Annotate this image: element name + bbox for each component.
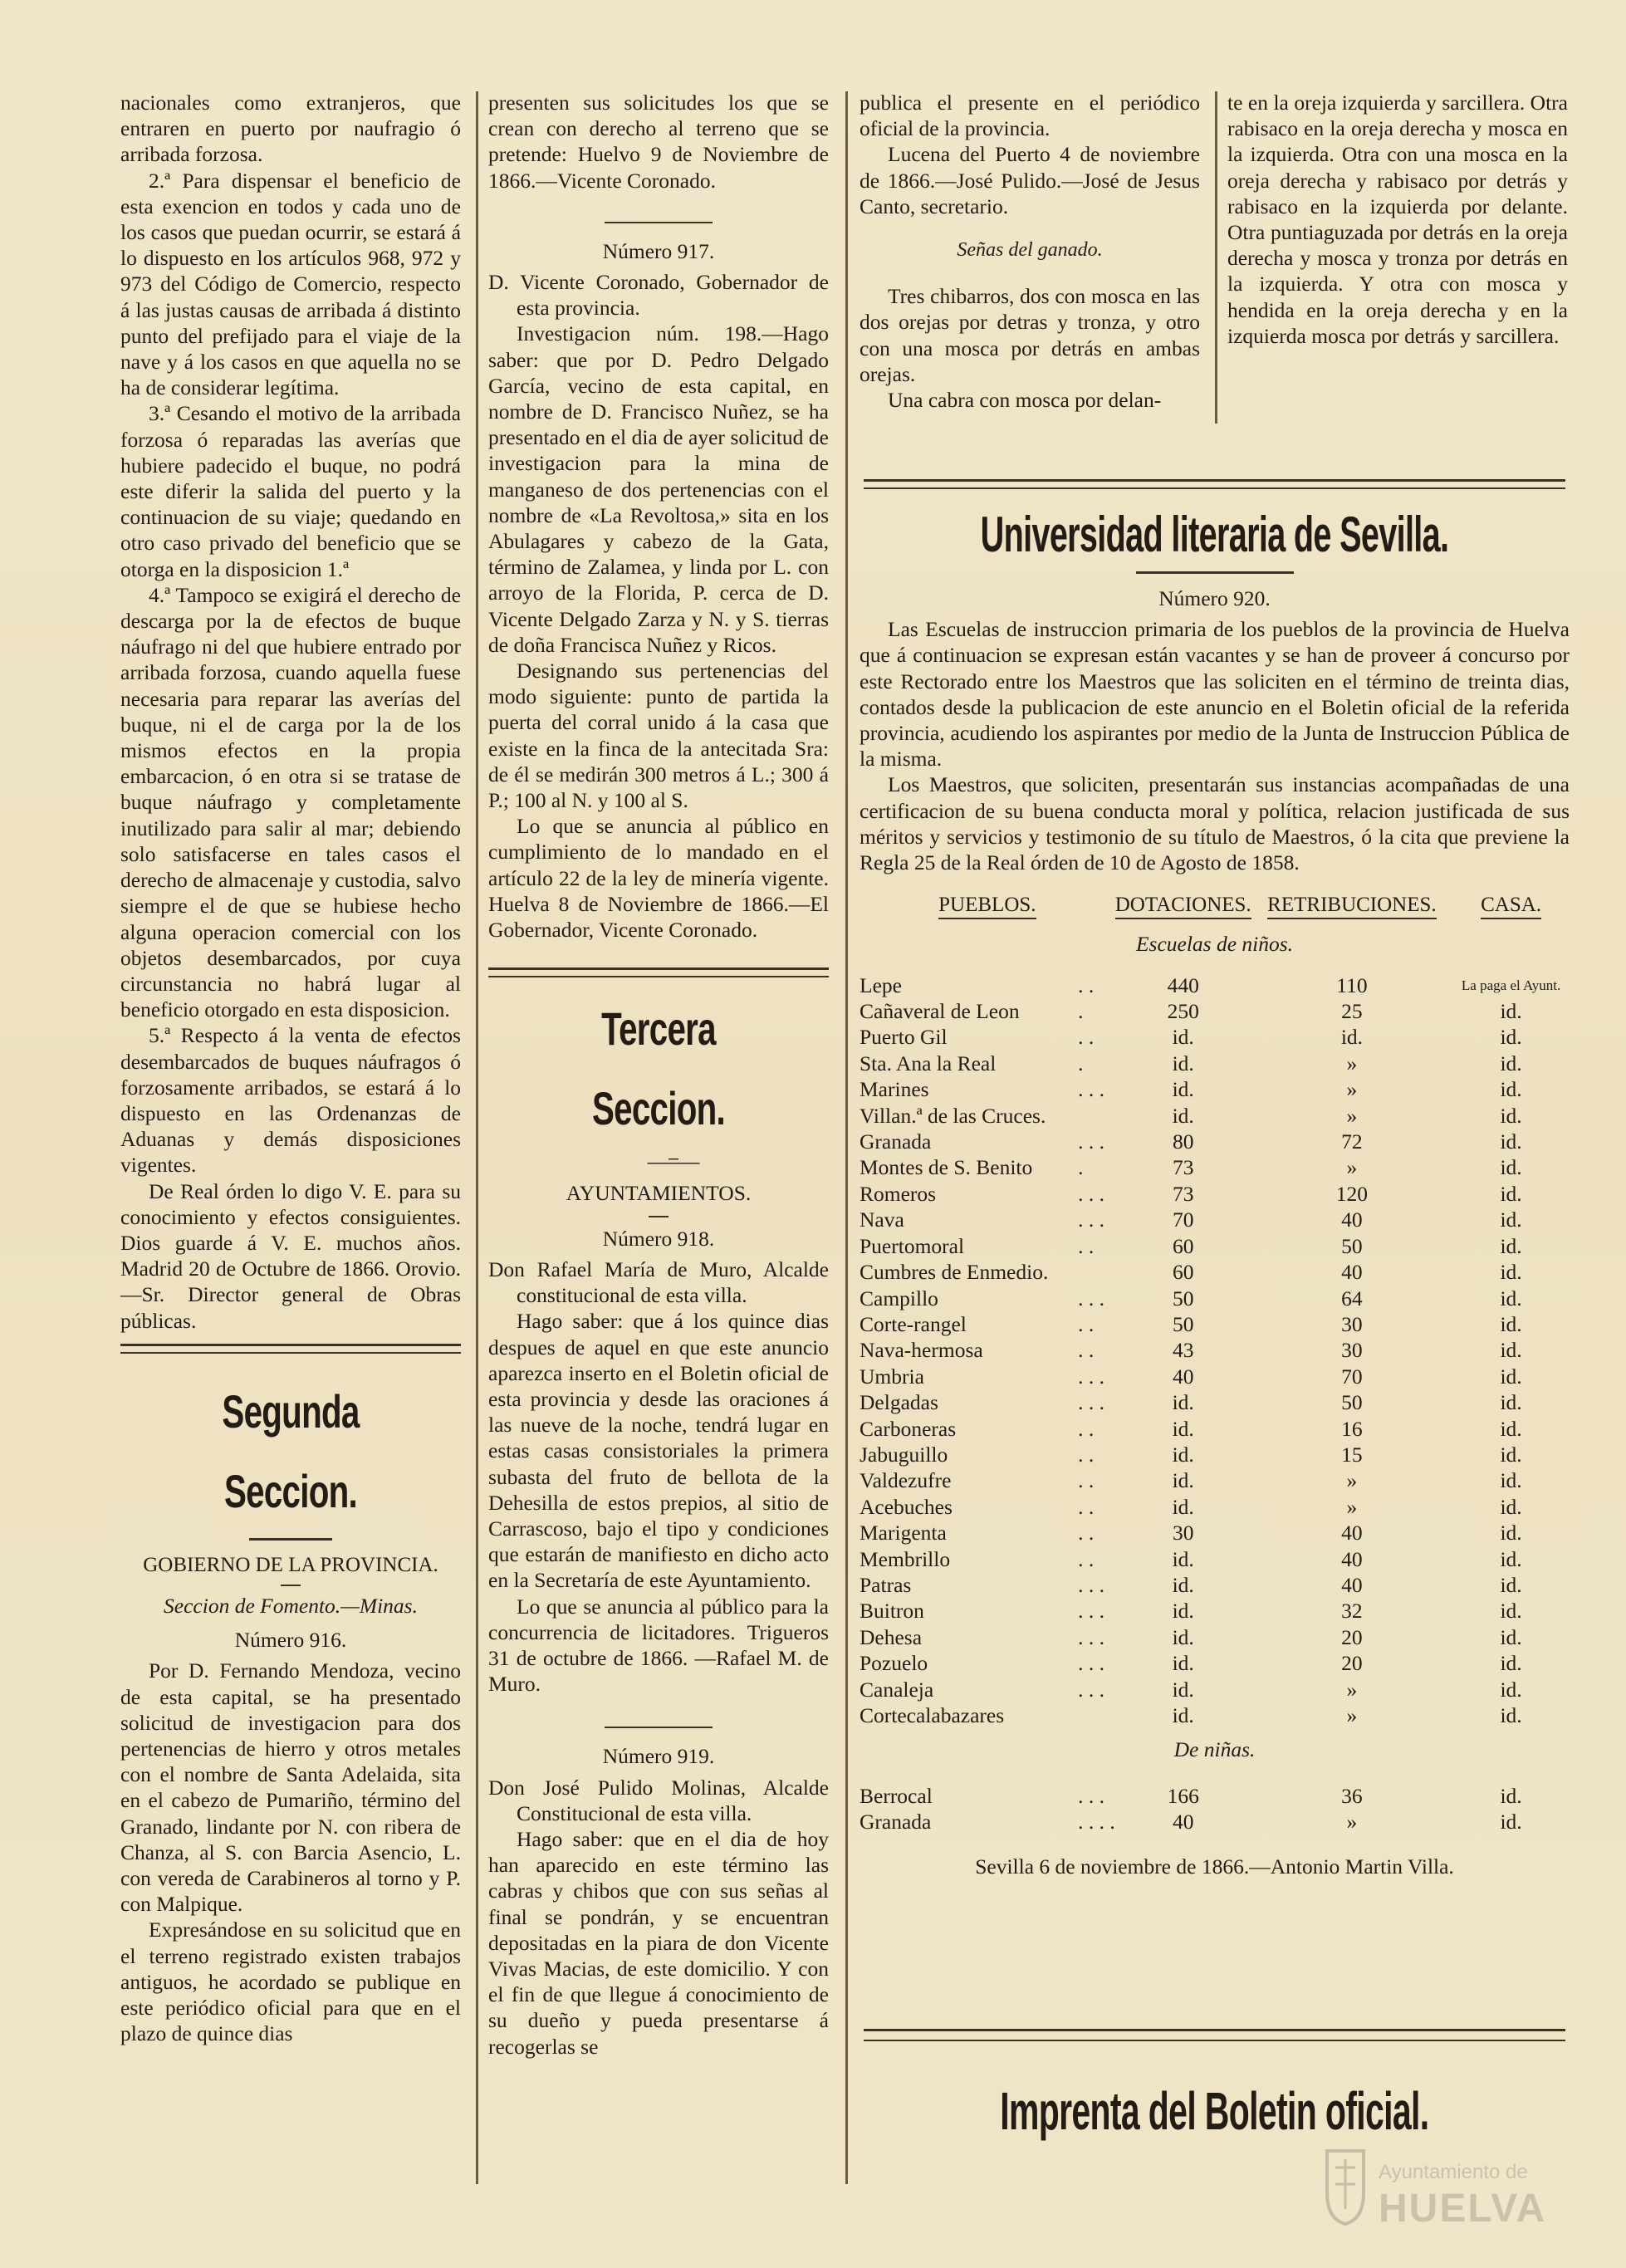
- town-cell: Dehesa: [860, 1624, 923, 1649]
- retribucion-cell: 40: [1341, 1572, 1363, 1597]
- casa-cell: id.: [1500, 1077, 1522, 1102]
- table-group-label: Escuelas de niños.: [1135, 932, 1294, 957]
- section-rule: [864, 479, 1565, 489]
- retribucion-cell: 110: [1336, 972, 1368, 997]
- dotacion-cell: 60: [1172, 1260, 1194, 1285]
- casa-cell: id.: [1500, 1651, 1522, 1676]
- leader-dots: . . .: [1078, 1783, 1104, 1808]
- leader-dots: . . .: [1078, 1390, 1104, 1415]
- paragraph: Don José Pulido Molinas, Alcalde Constitucional de esta villa.: [488, 1775, 829, 1825]
- dotacion-cell: 43: [1172, 1338, 1194, 1363]
- section-rule: [864, 2029, 1565, 2041]
- casa-cell: id.: [1500, 1810, 1522, 1834]
- table-row: [860, 1598, 1570, 1624]
- casa-cell: La paga el Ayunt.: [1461, 977, 1561, 993]
- table-row: [860, 972, 1570, 998]
- dotacion-cell: id.: [1172, 1703, 1194, 1728]
- town-cell: Membrillo: [860, 1546, 951, 1571]
- retribucion-cell: »: [1346, 1468, 1358, 1493]
- column-3: [860, 90, 1200, 413]
- table-row: [860, 1024, 1570, 1050]
- notice-number: Número 918.: [602, 1226, 715, 1251]
- retribucion-cell: 20: [1341, 1651, 1363, 1676]
- retribucion-cell: 30: [1341, 1338, 1363, 1363]
- casa-cell: id.: [1500, 1442, 1522, 1467]
- town-cell: Umbria: [860, 1364, 924, 1389]
- column-4: [1227, 90, 1568, 349]
- coat-of-arms-icon: [1320, 2143, 1370, 2226]
- town-cell: Pozuelo: [860, 1651, 928, 1676]
- paragraph: Tres chibarros, dos con mosca en las dos orejas por detras y tronza, y otro con una mosca por detrás en ambas orejas.: [860, 284, 1200, 386]
- leader-dots: . .: [1078, 1311, 1095, 1336]
- town-cell: Cumbres de Enmedio.: [860, 1260, 1049, 1285]
- watermark-text: HUELVA: [1379, 2187, 1547, 2231]
- dotacion-cell: 166: [1167, 1783, 1199, 1808]
- table-row: [860, 1181, 1570, 1207]
- retribucion-cell: 40: [1341, 1546, 1363, 1571]
- retribucion-cell: »: [1346, 1077, 1358, 1102]
- town-cell: Patras: [860, 1572, 912, 1597]
- leader-dots: . . .: [1078, 1572, 1104, 1597]
- table-row: [860, 1442, 1570, 1467]
- retribucion-cell: 20: [1341, 1624, 1363, 1649]
- table-row: [860, 1154, 1570, 1180]
- casa-cell: id.: [1500, 1494, 1522, 1519]
- column-rule: [476, 91, 478, 2184]
- town-cell: Acebuches: [860, 1494, 953, 1519]
- retribucion-cell: »: [1346, 1155, 1358, 1180]
- leader-dots: . .: [1078, 1233, 1095, 1258]
- retribucion-cell: id.: [1340, 1025, 1364, 1050]
- town-cell: Villan.ª de las Cruces.: [860, 1103, 1046, 1128]
- paragraph: nacionales como extranjeros, que entraren en puerto por naufragio ó arribada forzosa.: [120, 91, 461, 167]
- table-row: [860, 1546, 1570, 1572]
- dotacion-cell: 40: [1172, 1364, 1194, 1389]
- town-cell: Berrocal: [860, 1783, 933, 1808]
- paragraph: Lo que se anuncia al público en cumplimiento de lo mandado en el artículo 22 de la ley de minería vigente. Huelva 8 de Noviembre de 1866.—El Gobernador, Vicente Coronado.: [488, 814, 829, 943]
- table-row: [860, 1389, 1570, 1415]
- town-cell: Romeros: [860, 1181, 937, 1206]
- casa-cell: id.: [1500, 1025, 1522, 1050]
- retribucion-cell: 15: [1341, 1442, 1363, 1467]
- leader-dots: . . .: [1078, 1286, 1104, 1310]
- town-cell: Jabuguillo: [860, 1442, 948, 1467]
- retribucion-cell: »: [1346, 1494, 1358, 1519]
- retribucion-cell: 16: [1341, 1416, 1363, 1441]
- printer-imprint: Imprenta del Boletin oficial.: [1000, 2081, 1429, 2141]
- section-heading: Segunda Seccion.: [222, 1384, 360, 1517]
- leader-dots: .: [1078, 1051, 1084, 1075]
- table-row: [860, 1051, 1570, 1076]
- casa-cell: id.: [1500, 1624, 1522, 1649]
- leader-dots: [1078, 1103, 1115, 1129]
- dotacion-cell: id.: [1172, 1025, 1194, 1050]
- dotacion-cell: 440: [1167, 972, 1199, 997]
- casa-cell: id.: [1500, 1260, 1522, 1285]
- paragraph: Expresándose en su solicitud que en el terreno registrado existen trabajos antiguos, he acordado se publique en este periódico oficial para que en el plazo de quince dias: [120, 1918, 461, 2046]
- leader-dots: . . .: [1078, 1181, 1104, 1206]
- town-cell: Marigenta: [860, 1521, 947, 1545]
- leader-dots: . .: [1078, 1338, 1095, 1363]
- leader-dots: . .: [1078, 1416, 1095, 1441]
- dotacion-cell: id.: [1172, 1442, 1194, 1467]
- paragraph: 3.ª Cesando el motivo de la arribada forzosa ó reparadas las averías que hubiere padecido el buque, no podrá este diferir la salida del puerto y la continuacion de su viaje; quedando en otro caso privado del beneficio que se otorga en la disposicion 1.ª: [120, 401, 461, 581]
- subsection-heading: Señas del ganado.: [957, 239, 1103, 262]
- dotacion-cell: id.: [1172, 1599, 1194, 1624]
- dotacion-cell: id.: [1172, 1051, 1194, 1075]
- leader-dots: [1078, 1702, 1115, 1728]
- dotacion-cell: id.: [1172, 1416, 1194, 1441]
- town-cell: Campillo: [860, 1286, 938, 1310]
- divider: [1136, 571, 1294, 574]
- retribucion-cell: 50: [1341, 1390, 1363, 1415]
- leader-dots: . .: [1078, 1521, 1095, 1545]
- column-header: DOTACIONES.: [1115, 892, 1251, 919]
- retribucion-cell: »: [1346, 1051, 1358, 1075]
- column-header: RETRIBUCIONES.: [1251, 892, 1452, 919]
- table-row: [860, 1259, 1570, 1285]
- casa-cell: id.: [1500, 999, 1522, 1024]
- casa-cell: id.: [1500, 1051, 1522, 1075]
- leader-dots: .: [1078, 1155, 1084, 1180]
- leader-dots: . . .: [1078, 1651, 1104, 1676]
- leader-dots: . . .: [1078, 1364, 1104, 1389]
- dotacion-cell: 60: [1172, 1233, 1194, 1258]
- paragraph: publica el presente en el periódico oficial de la provincia.: [860, 91, 1200, 141]
- casa-cell: id.: [1500, 1677, 1522, 1702]
- casa-cell: id.: [1500, 1103, 1522, 1128]
- notice-number: Número 917.: [602, 238, 715, 263]
- town-cell: Delgadas: [860, 1390, 938, 1415]
- dotacion-cell: id.: [1172, 1572, 1194, 1597]
- town-cell: Puerto Gil: [860, 1025, 948, 1050]
- casa-cell: id.: [1500, 1286, 1522, 1310]
- dotacion-cell: id.: [1172, 1103, 1194, 1128]
- paragraph: 4.ª Tampoco se exigirá el derecho de descarga por la de efectos de buque náufrago ni del que hubiere entrado por arribada forzosa, cuando aquella fuese necesaria para reparar las averías del buque, ni el de carga por la de los mismos efectos en la propia embarcacion, ó en otra si se tratase de buque náufrago y completamente inutilizado para salir al mar; debiendo solo satisfacerse en tales casos el derecho de almacenaje y custodia, salvo siempre el de que se hubiese hecho alguna operacion comercial con los objetos desembarcados, por cuya circunstancia no habrá lugar al beneficio otorgado en esta disposicion.: [120, 582, 461, 1022]
- dotacion-cell: id.: [1172, 1494, 1194, 1519]
- casa-cell: id.: [1500, 1468, 1522, 1493]
- dotacion-cell: 30: [1172, 1521, 1194, 1545]
- dotacion-cell: 250: [1167, 999, 1199, 1024]
- table-row: [860, 1233, 1570, 1259]
- retribucion-cell: 36: [1341, 1783, 1363, 1808]
- table-row: [860, 1103, 1570, 1129]
- casa-cell: id.: [1500, 1416, 1522, 1441]
- table-row: [860, 1809, 1570, 1834]
- casa-cell: id.: [1500, 1311, 1522, 1336]
- paragraph: Lo que se anuncia al público para la concurrencia de licitadores. Trigueros 31 de octubre de 1866. —Rafael M. de Muro.: [488, 1594, 829, 1697]
- casa-cell: id.: [1500, 1129, 1522, 1154]
- subsection-heading: GOBIERNO DE LA PROVINCIA.: [143, 1553, 438, 1576]
- paragraph: Las Escuelas de instruccion primaria de los pueblos de la provincia de Huelva que á continuacion se expresan están vacantes y se han de proveer á concurso por este Rectorado entre los Maestros que las soliciten en el término de treinta dias, contados desde la publicacion de este anuncio en el Boletin oficial de la referida provincia, acudiendo los aspirantes por medio de la Junta de Instruccion Pública de la misma.: [860, 617, 1570, 772]
- column-1: [120, 90, 461, 2046]
- town-cell: Granada: [860, 1129, 932, 1154]
- town-cell: Nava-hermosa: [860, 1338, 983, 1363]
- dotacion-cell: id.: [1172, 1677, 1194, 1702]
- dotacion-cell: 73: [1172, 1155, 1194, 1180]
- table-group-label: De niñas.: [1173, 1737, 1256, 1762]
- subsection-heading: Seccion de Fomento.—Minas.: [164, 1593, 418, 1618]
- table-row: [860, 1624, 1570, 1650]
- table-header-row: [860, 892, 1570, 919]
- leader-dots: . .: [1078, 1494, 1095, 1519]
- casa-cell: id.: [1500, 1364, 1522, 1389]
- casa-cell: id.: [1500, 1181, 1522, 1206]
- column-header: PUEBLOS.: [860, 892, 1115, 919]
- retribucion-cell: 40: [1341, 1521, 1363, 1545]
- divider: [649, 1216, 669, 1217]
- column-rule: [845, 91, 848, 2184]
- table-row: [860, 998, 1570, 1024]
- paragraph: 2.ª Para dispensar el beneficio de esta exencion en todos y cada uno de los casos que puedan ocurrir, se estará á lo dispuesto en los artículos 968, 972 y 973 del Código de Comercio, respecto á las justas causas de arribada á distinto punto del prefijado para el viaje de la nave y á los casos en que aquella no se ha de considerar legítima.: [120, 168, 461, 400]
- leader-dots: . . .: [1078, 1207, 1104, 1232]
- table-row: [860, 1129, 1570, 1154]
- town-cell: Puertomoral: [860, 1233, 965, 1258]
- dotacion-cell: id.: [1172, 1468, 1194, 1493]
- town-cell: Canaleja: [860, 1677, 934, 1702]
- casa-cell: id.: [1500, 1546, 1522, 1571]
- dotacion-cell: 50: [1172, 1286, 1194, 1310]
- dotacion-cell: id.: [1172, 1651, 1194, 1676]
- table-row: [860, 1677, 1570, 1702]
- leader-dots: . . .: [1078, 1624, 1104, 1649]
- casa-cell: id.: [1500, 1572, 1522, 1597]
- schools-table: [860, 892, 1570, 1834]
- table-row: [860, 1286, 1570, 1311]
- dotacion-cell: id.: [1172, 1390, 1194, 1415]
- town-cell: Montes de S. Benito: [860, 1155, 1033, 1180]
- dotacion-cell: id.: [1172, 1077, 1194, 1102]
- paragraph: te en la oreja izquierda y sarcillera. Otra rabisaco en la oreja derecha y mosca en la izquierda. Otra con una mosca en la oreja derecha y rabisaco por detrás y rabisaco en la izquierda por delante. Otra puntiaguzada por detrás en la oreja derecha y mosca y tronza por detrás en la izquierda. Y otra con mosca y hendida en la oreja derecha y en la izquierda mosca por detrás y sarcillera.: [1227, 91, 1568, 348]
- section-heading: Tercera Seccion.: [591, 1002, 726, 1135]
- signature: Sevilla 6 de noviembre de 1866.—Antonio Martin Villa.: [975, 1854, 1454, 1879]
- leader-dots: [1078, 1259, 1115, 1285]
- table-row: [860, 1207, 1570, 1232]
- town-cell: Buitron: [860, 1599, 924, 1624]
- table-row: [860, 1311, 1570, 1337]
- ornament: —=—: [647, 1149, 698, 1174]
- casa-cell: id.: [1500, 1703, 1522, 1728]
- paragraph: presenten sus solicitudes los que se crean con derecho al terreno que se pretende: Huelvo 9 de Noviembre de 1866.—Vicente Coronado.: [488, 91, 829, 193]
- leader-dots: . . .: [1078, 1677, 1104, 1702]
- casa-cell: id.: [1500, 1233, 1522, 1258]
- town-cell: Corte-rangel: [860, 1311, 967, 1336]
- leader-dots: . . . .: [1078, 1810, 1115, 1834]
- retribucion-cell: 64: [1341, 1286, 1363, 1310]
- paragraph: D. Vicente Coronado, Gobernador de esta provincia.: [488, 270, 829, 321]
- retribucion-cell: 50: [1341, 1233, 1363, 1258]
- table-row: [860, 1337, 1570, 1363]
- town-cell: Cañaveral de Leon: [860, 999, 1020, 1024]
- dotacion-cell: 70: [1172, 1207, 1194, 1232]
- paragraph: De Real órden lo digo V. E. para su conocimiento y efectos consiguientes. Dios guarde á V. E. muchos años. Madrid 20 de Octubre de 1866. Orovio.—Sr. Director general de Obras públicas.: [120, 1178, 461, 1333]
- town-cell: Granada: [860, 1810, 932, 1834]
- section-rule: [488, 967, 829, 977]
- leader-dots: . . .: [1078, 1077, 1104, 1102]
- town-cell: Valdezufre: [860, 1468, 952, 1493]
- notice-number: Número 919.: [602, 1744, 715, 1769]
- section-heading: Universidad literaria de Sevilla.: [980, 507, 1449, 562]
- notice-number: Número 920.: [1158, 586, 1271, 610]
- leader-dots: .: [1078, 999, 1084, 1024]
- leader-dots: . .: [1078, 1025, 1095, 1050]
- retribucion-cell: 30: [1341, 1311, 1363, 1336]
- dotacion-cell: 73: [1172, 1181, 1194, 1206]
- paragraph: Por D. Fernando Mendoza, vecino de esta capital, se ha presentado solicitud de investigacion para dos pertenencias de hierro y otros metales con el nombre de Santa Adelaida, sita en el cabezo de Pumariño, término del Granado, lindante por N. con ribera de Chanza, al S. con Barcia Asencio, L. con vereda de Carabineros al torno y P. con Malpique.: [120, 1658, 461, 1917]
- retribucion-cell: »: [1346, 1103, 1358, 1128]
- retribucion-cell: 72: [1341, 1129, 1363, 1154]
- town-cell: Cortecalabazares: [860, 1703, 1005, 1728]
- town-cell: Carboneras: [860, 1416, 957, 1441]
- leader-dots: . .: [1078, 1442, 1095, 1467]
- archive-watermark: [1320, 2143, 1570, 2234]
- paragraph: Investigacion núm. 198.—Hago saber: que por D. Pedro Delgado García, vecino de esta capital, en nombre de D. Francisco Nuñez, se ha presentado en el dia de ayer solicitud de investigacion para la mina de manganeso de dos pertenencias con el nombre de «La Revoltosa,» sita en los Abulagares y cabezo de la Gata, término de Zalamea, y linda por L. con arroyo de la Florida, P. cerca de D. Vicente Delgado Zarza y N. y S. tierras de doña Francisca Nuñez y Ricos.: [488, 321, 829, 657]
- town-cell: Sta. Ana la Real: [860, 1051, 997, 1075]
- divider: [249, 1538, 332, 1541]
- paragraph: Don Rafael María de Muro, Alcalde constitucional de esta villa.: [488, 1256, 829, 1308]
- dotacion-cell: 50: [1172, 1311, 1194, 1336]
- paragraph: 5.ª Respecto á la venta de efectos desembarcados de buques náufragos ó forzosamente arribados, se estará á lo dispuesto en las Ordenanzas de Aduanas y demás disposiciones vigentes.: [120, 1023, 461, 1178]
- retribucion-cell: 40: [1341, 1207, 1363, 1232]
- table-row: [860, 1494, 1570, 1520]
- table-row: [860, 1416, 1570, 1442]
- paragraph: Hago saber: que en el dia de hoy han aparecido en este término las cabras y chibos que con sus señas al final se pondrán, y se encuentran depositadas en la piara de don Vicente Vivas Macias, de este domicilio. Y con el fin de que llegue á conocimiento de su dueño y pueda presentarse á recogerlas se: [488, 1826, 829, 2059]
- column-header: CASA.: [1452, 892, 1570, 919]
- leader-dots: . . .: [1078, 1599, 1104, 1624]
- table-row: [860, 1076, 1570, 1102]
- retribucion-cell: 32: [1341, 1599, 1363, 1624]
- retribucion-cell: 70: [1341, 1364, 1363, 1389]
- casa-cell: id.: [1500, 1599, 1522, 1624]
- table-row: [860, 1520, 1570, 1545]
- dotacion-cell: 80: [1172, 1129, 1194, 1154]
- section-rule: [120, 1344, 461, 1354]
- retribucion-cell: »: [1346, 1677, 1358, 1702]
- leader-dots: . . .: [1078, 1129, 1104, 1154]
- dotacion-cell: 40: [1172, 1810, 1194, 1834]
- table-row: [860, 1702, 1570, 1728]
- table-row: [860, 1572, 1570, 1598]
- casa-cell: id.: [1500, 1521, 1522, 1545]
- table-row: [860, 1783, 1570, 1809]
- casa-cell: id.: [1500, 1155, 1522, 1180]
- subsection-heading: AYUNTAMIENTOS.: [566, 1180, 752, 1205]
- divider: [281, 1585, 301, 1586]
- watermark-text: Ayuntamiento de: [1379, 2161, 1528, 2183]
- town-cell: Lepe: [860, 972, 902, 997]
- dotacion-cell: id.: [1172, 1546, 1194, 1571]
- paragraph: Lucena del Puerto 4 de noviembre de 1866.—José Pulido.—José de Jesus Canto, secretario.: [860, 142, 1200, 218]
- leader-dots: . .: [1078, 1546, 1095, 1571]
- casa-cell: id.: [1500, 1783, 1522, 1808]
- table-row: [860, 1467, 1570, 1493]
- town-cell: Nava: [860, 1207, 904, 1232]
- leader-dots: . .: [1078, 972, 1095, 997]
- retribucion-cell: »: [1346, 1703, 1358, 1728]
- casa-cell: id.: [1500, 1390, 1522, 1415]
- paragraph: Una cabra con mosca por delan-: [888, 388, 1162, 413]
- table-row: [860, 1364, 1570, 1389]
- town-cell: Marines: [860, 1077, 929, 1102]
- column-rule: [1215, 91, 1217, 424]
- paragraph: Designando sus pertenencias del modo siguiente: punto de partida la puerta del corral unido á la casa que existe en la finca de la antecitada Sra: de él se medirán 300 metros á L.; 300 á P.; 100 al N. y 100 al S.: [488, 659, 829, 813]
- table-row: [860, 1650, 1570, 1676]
- casa-cell: id.: [1500, 1207, 1522, 1232]
- divider: [605, 1727, 713, 1728]
- paragraph: Hago saber: que á los quince dias despues de aquel en que este anuncio aparezca inserto en el Boletin oficial de esta provincia y desde las oraciones á las nueve de la noche, tendrá lugar en estas casas consistoriales la primera subasta del fruto de bellota de la Dehesilla de estos prepios, al sitio de Carrascoso, bajo el tipo y condiciones que estarán de manifiesto en dicho acto en la Secretaría de este Ayuntamiento.: [488, 1309, 829, 1593]
- retribucion-cell: 120: [1335, 1181, 1369, 1206]
- paragraph: Los Maestros, que soliciten, presentarán sus instancias acompañadas de una certificacion de su buena conducta moral y política, relacion justificada de sus méritos y servicios y testimonio de su título de Maestros, ó la cita que previene la Regla 25 de la Real órden de 10 de Agosto de 1858.: [860, 772, 1570, 875]
- column-2: [488, 90, 829, 2060]
- divider: [605, 222, 713, 223]
- retribucion-cell: »: [1346, 1810, 1358, 1834]
- dotacion-cell: id.: [1172, 1624, 1194, 1649]
- retribucion-cell: 40: [1341, 1260, 1363, 1285]
- notice-number: Número 916.: [234, 1628, 347, 1653]
- casa-cell: id.: [1500, 1338, 1522, 1363]
- university-notice: [860, 498, 1570, 1879]
- retribucion-cell: 25: [1341, 999, 1363, 1024]
- leader-dots: . .: [1078, 1468, 1095, 1493]
